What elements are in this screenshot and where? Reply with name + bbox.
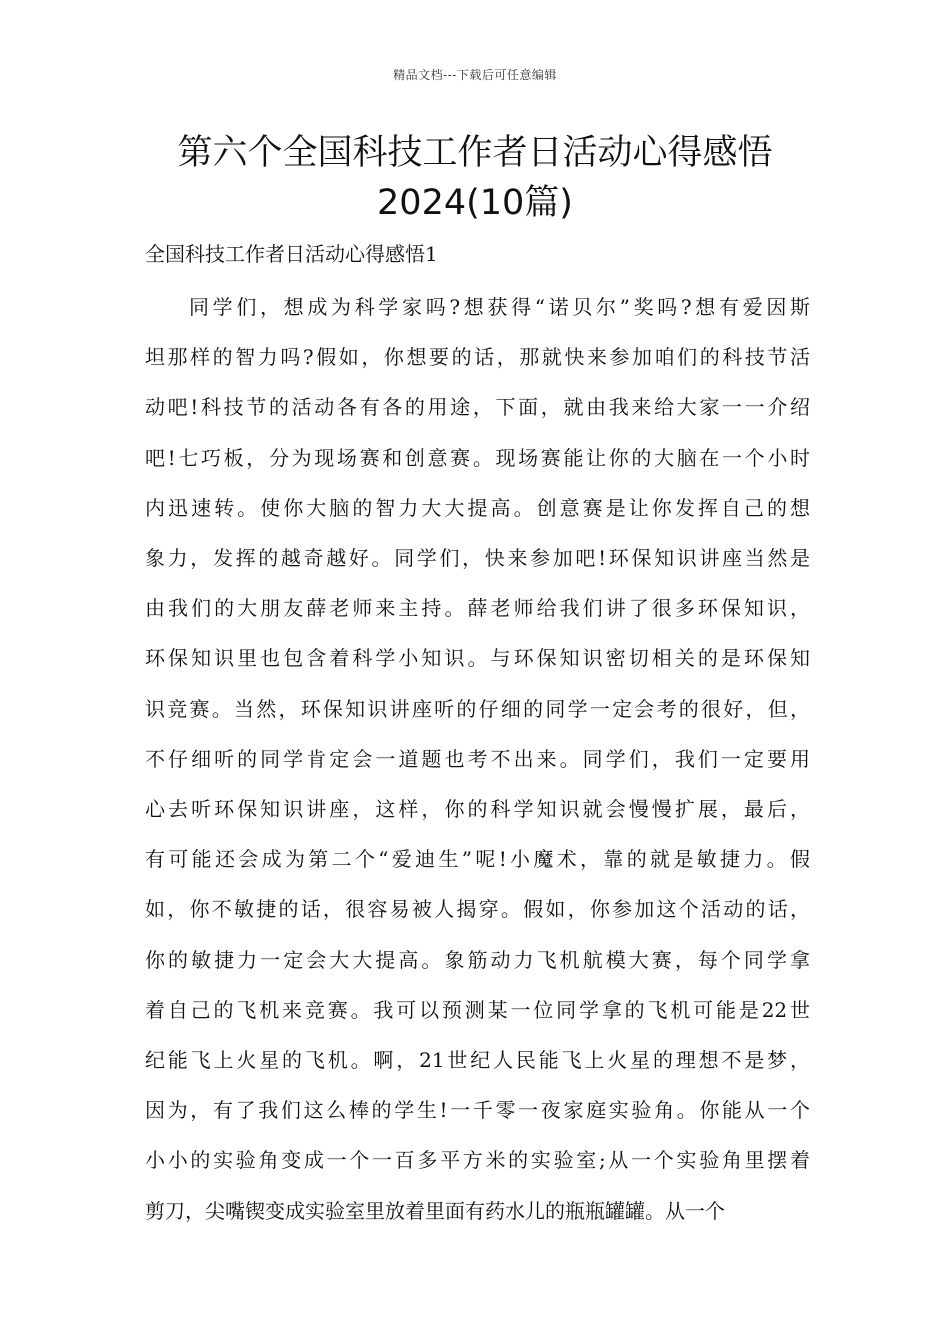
body-line: 坦那样的智力吗?假如，你想要的话，那就快来参加咱们的科技节活: [145, 345, 810, 370]
header-note: 精品文档---下载后可任意编辑: [393, 68, 557, 82]
document-title-line-1: 第六个全国科技工作者日活动心得感悟: [177, 133, 773, 173]
body-line: 识竞赛。当然，环保知识讲座听的仔细的同学一定会考的很好，但，: [145, 696, 810, 721]
section-heading: 全国科技工作者日活动心得感悟1: [145, 242, 438, 266]
body-line: 因为，有了我们这么棒的学生!一千零一夜家庭实验角。你能从一个: [145, 1098, 810, 1123]
body-line: 不仔细听的同学肯定会一道题也考不出来。同学们，我们一定要用: [145, 746, 810, 771]
document-title: [0, 128, 950, 228]
body-line: 小小的实验角变成一个一百多平方米的实验室;从一个实验角里摆着: [145, 1148, 810, 1173]
body-line: 动吧!科技节的活动各有各的用途，下面，就由我来给大家一一介绍: [145, 395, 810, 420]
body-line: 如，你不敏捷的话，很容易被人揭穿。假如，你参加这个活动的话，: [145, 897, 810, 922]
body-line: 由我们的大朋友薛老师来主持。薛老师给我们讲了很多环保知识，: [145, 596, 810, 621]
document-title-line-2: 2024(10篇): [377, 183, 573, 223]
body-line: 吧!七巧板，分为现场赛和创意赛。现场赛能让你的大脑在一个小时: [145, 445, 810, 470]
body-line: 剪刀，尖嘴锲变成实验室里放着里面有药水儿的瓶瓶罐罐。从一个: [145, 1198, 725, 1223]
body-line: 有可能还会成为第二个“爱迪生”呢!小魔术，靠的就是敏捷力。假: [145, 847, 810, 872]
body-line: 着自己的飞机来竞赛。我可以预测某一位同学拿的飞机可能是22世: [145, 997, 810, 1022]
body-paragraph: [145, 282, 810, 1236]
body-line: 心去听环保知识讲座，这样，你的科学知识就会慢慢扩展，最后，: [145, 797, 810, 822]
body-line: 同学们，想成为科学家吗?想获得“诺贝尔”奖吗?想有爱因斯: [189, 295, 810, 319]
body-line: 你的敏捷力一定会大大提高。象筋动力飞机航模大赛，每个同学拿: [145, 947, 810, 972]
body-line: 纪能飞上火星的飞机。啊，21世纪人民能飞上火星的理想不是梦，: [145, 1048, 810, 1073]
body-line: 环保知识里也包含着科学小知识。与环保知识密切相关的是环保知: [145, 646, 810, 671]
body-line: 内迅速转。使你大脑的智力大大提高。创意赛是让你发挥自己的想: [145, 495, 810, 520]
body-line: 象力，发挥的越奇越好。同学们，快来参加吧!环保知识讲座当然是: [145, 546, 810, 571]
